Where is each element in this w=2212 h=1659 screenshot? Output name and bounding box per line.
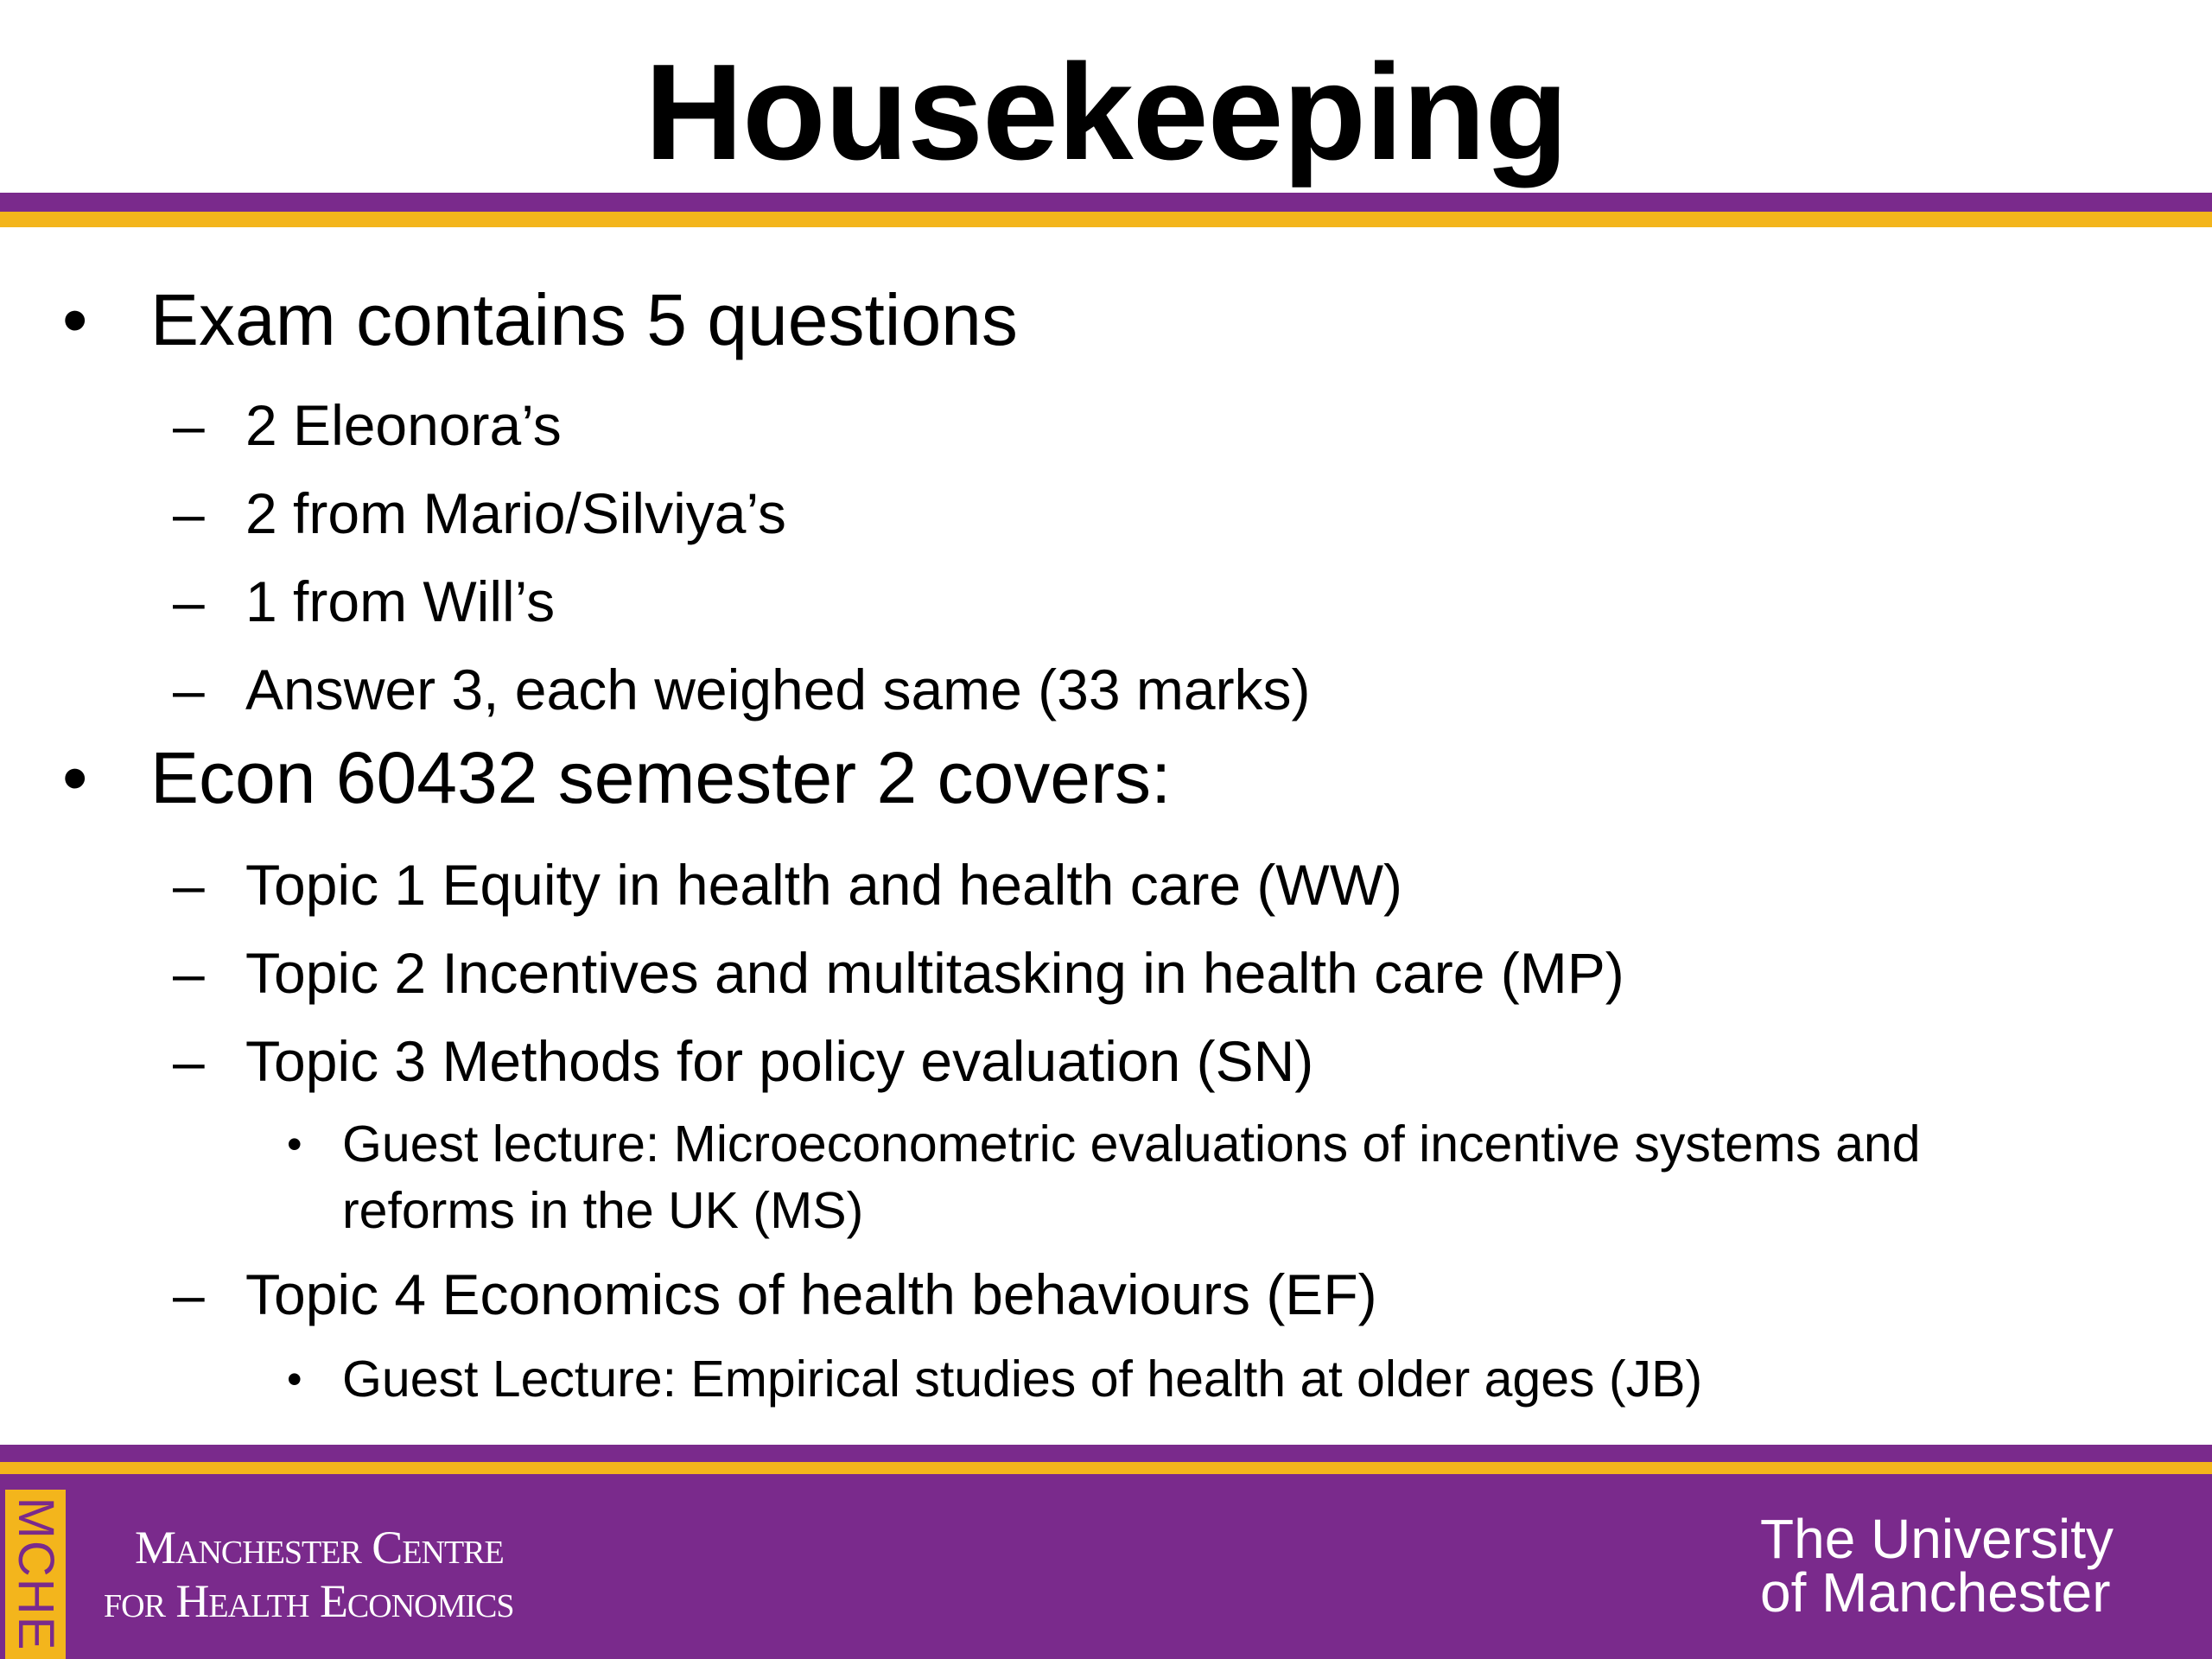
- header-purple-rule: [0, 193, 2212, 212]
- sub-bullet-text: Answer 3, each weighed same (33 marks): [245, 658, 1311, 721]
- footer-banner: [0, 1445, 2212, 1659]
- header-gold-rule: [0, 212, 2212, 227]
- bullet-marker: •: [62, 279, 88, 360]
- sub-bullet-text: Topic 1 Equity in health and health care (WW): [245, 853, 1402, 917]
- dash-marker: –: [173, 658, 205, 721]
- bullet-marker: •: [62, 737, 88, 818]
- small-bullet-marker: •: [287, 1120, 302, 1168]
- dash-marker: –: [173, 393, 205, 457]
- sub-bullet-text: 1 from Will’s: [245, 569, 556, 633]
- dash-marker: –: [173, 941, 205, 1005]
- dash-marker: –: [173, 481, 205, 545]
- centre-name-line1: Manchester Centre: [135, 1522, 504, 1573]
- bullet-text: Econ 60432 semester 2 covers:: [150, 737, 1172, 818]
- sub-bullet-text: Topic 2 Incentives and multitasking in health care (MP): [245, 941, 1624, 1005]
- sub-sub-bullet-text: Guest Lecture: Empirical studies of health at older ages (JB): [342, 1351, 1703, 1408]
- university-logo: [1760, 1508, 2113, 1624]
- sub-bullet-text: 2 Eleonora’s: [245, 393, 562, 457]
- small-bullet-marker: •: [287, 1355, 302, 1403]
- slide-title: Housekeeping: [645, 36, 1567, 188]
- sub-bullet-text: 2 from Mario/Silviya’s: [245, 481, 786, 545]
- dash-marker: –: [173, 853, 205, 917]
- centre-name-line2: for Health Economics: [104, 1575, 514, 1627]
- sub-bullet-text: Topic 4 Economics of health behaviours (EF): [245, 1262, 1377, 1326]
- sub-bullet-text: Topic 3 Methods for policy evaluation (SN): [245, 1029, 1314, 1093]
- bullet-text: Exam contains 5 questions: [150, 279, 1018, 360]
- mche-logo: [5, 1490, 66, 1659]
- footer-gold-rule: [0, 1462, 2212, 1474]
- dash-marker: –: [173, 569, 205, 633]
- centre-name: [104, 1521, 514, 1628]
- sub-sub-bullet-text: Guest lecture: Microeconometric evaluations of incentive systems and reforms in the UK (MS): [342, 1116, 1921, 1239]
- footer-purple-rule: [0, 1445, 2212, 1462]
- university-name-line1: The University: [1760, 1508, 2113, 1570]
- mche-logo-text: MCHE: [8, 1497, 64, 1652]
- dash-marker: –: [173, 1029, 205, 1093]
- university-name-line2: of Manchester: [1760, 1561, 2111, 1624]
- dash-marker: –: [173, 1262, 205, 1326]
